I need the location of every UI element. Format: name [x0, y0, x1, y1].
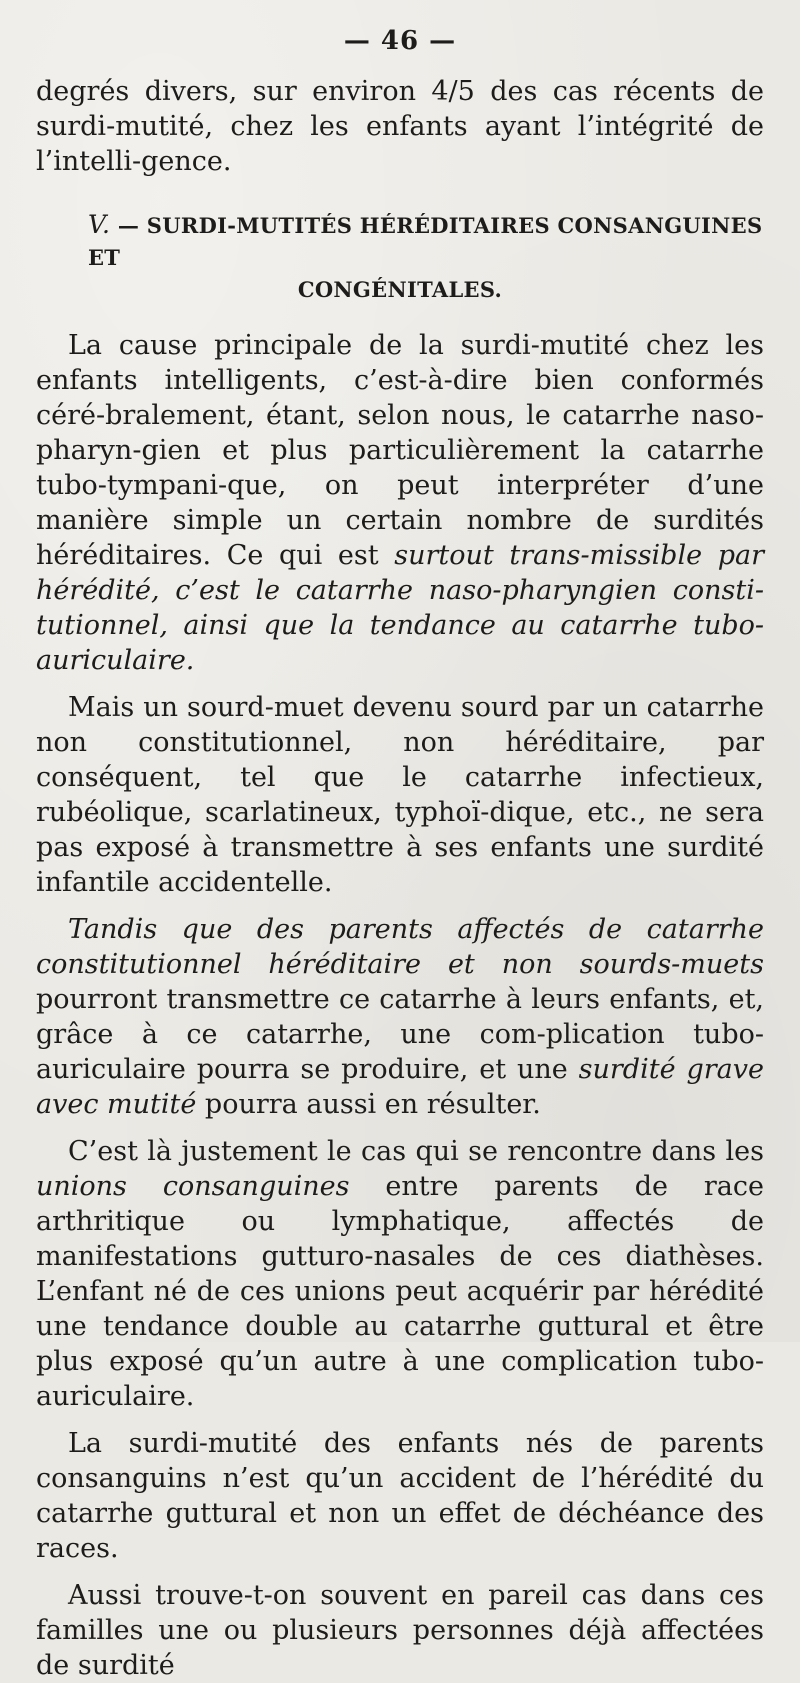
paragraph-4-italic: unions consanguines — [36, 1171, 350, 1202]
paragraph-5: La surdi-mutité des enfants nés de parents consanguins n’est qu’un accident de l’hérédité du catarrhe guttural et non un effet de déchéance des races. — [36, 1428, 764, 1564]
page-number: — 46 — — [343, 26, 457, 56]
paragraph-4-text-2: entre parents de race arthritique ou lymphatique, affectés de manifestations gutturo-nasales de ces diathèses. L’enfant né de ces unions peut acquérir par hérédité une tendance double au catarrhe guttural et être plus exposé qu’un autre à une complication tubo-auriculaire. — [36, 1171, 764, 1412]
section-heading — [36, 209, 764, 274]
paragraph-2: Mais un sourd-muet devenu sourd par un catarrhe non constitutionnel, non héréditaire, par conséquent, tel que le catarrhe infectieux, rubéolique, scarlatineux, typhoï-dique, etc., ne sera pas exposé à transmettre à ses enfants une surdité infantile accidentelle. — [36, 692, 764, 898]
paragraph-1-italic: surtout trans-missible par hérédité, c’est le catarrhe naso-pharyngien consti-tutionnel, ainsi que la tendance au catarrhe tubo-auriculaire. — [36, 540, 765, 676]
paragraph-3 — [36, 912, 764, 1122]
paragraph-3-text-1: pourront transmettre ce catarrhe à leurs enfants, et, grâce à ce catarrhe, une com-plication tubo-auriculaire pourra se produire, et une — [36, 984, 764, 1085]
section-heading-line1: — SURDI-MUTITÉS HÉRÉDITAIRES CONSANGUINES ET — [88, 213, 763, 270]
paragraph-6: Aussi trouve-t-on souvent en pareil cas dans ces familles une ou plusieurs personnes déjà affectées de surdité — [36, 1580, 764, 1681]
section-numeral: V. — [88, 210, 111, 239]
section-heading-line2: CONGÉNITALES. — [297, 277, 503, 302]
paragraph-3-italic-1: Tandis que des parents affectés de catarrhe constitutionnel héréditaire et non sourds-muets — [36, 914, 764, 980]
paragraph-1 — [36, 328, 764, 678]
paragraph-3-italic-2: surdité grave avec mutité — [36, 1054, 764, 1120]
paragraph-1-text: La cause principale de la surdi-mutité chez les enfants intelligents, c’est-à-dire bien conformés céré-bralement, étant, selon nous, le catarrhe naso-pharyn-gien et plus particulièrement la catarrhe tubo-tympani-que, on peut interpréter d’une manière simple un certain nombre de surdités héréditaires. Ce qui est — [36, 330, 764, 571]
intro-paragraph: degrés divers, sur environ 4/5 des cas récents de surdi-mutité, chez les enfants ayant l’intégrité de l’intelli-gence. — [36, 76, 764, 177]
paragraph-3-text-2: pourra aussi en résulter. — [196, 1089, 541, 1120]
paragraph-4 — [36, 1134, 764, 1414]
paragraph-4-text-1: C’est là justement le cas qui se rencontre dans les — [68, 1136, 764, 1167]
